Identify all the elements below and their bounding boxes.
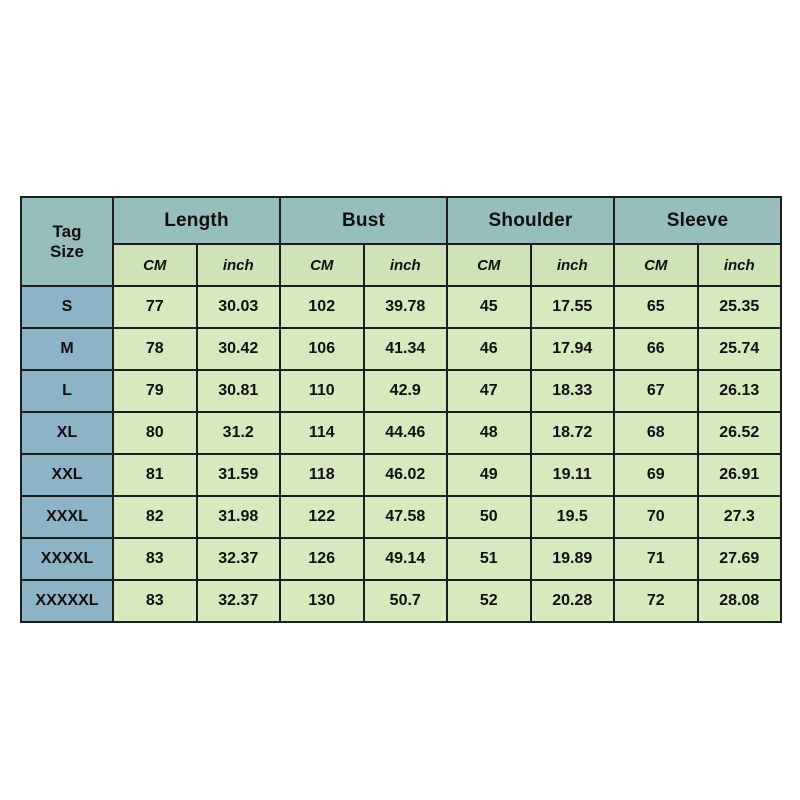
cell-length-inch: 30.42 — [197, 328, 281, 370]
cell-shoulder-inch: 19.11 — [531, 454, 615, 496]
table-row — [21, 580, 781, 622]
cell-sleeve-cm: 68 — [614, 412, 698, 454]
cell-bust-inch: 39.78 — [364, 286, 448, 328]
cell-sleeve-inch: 27.3 — [698, 496, 782, 538]
cell-bust-inch: 47.58 — [364, 496, 448, 538]
unit-header-sleeve-inch: inch — [698, 244, 782, 286]
cell-sleeve-inch: 26.13 — [698, 370, 782, 412]
cell-sleeve-inch: 26.52 — [698, 412, 782, 454]
unit-header-shoulder-cm: CM — [447, 244, 531, 286]
cell-bust-inch: 41.34 — [364, 328, 448, 370]
tag-size-corner-header — [21, 197, 113, 286]
table-row — [21, 496, 781, 538]
table-row — [21, 454, 781, 496]
cell-bust-inch: 42.9 — [364, 370, 448, 412]
cell-shoulder-cm: 52 — [447, 580, 531, 622]
cell-length-cm: 77 — [113, 286, 197, 328]
unit-header-bust-inch: inch — [364, 244, 448, 286]
cell-bust-inch: 49.14 — [364, 538, 448, 580]
size-label: S — [21, 286, 113, 328]
cell-bust-cm: 122 — [280, 496, 364, 538]
cell-sleeve-cm: 71 — [614, 538, 698, 580]
cell-sleeve-inch: 26.91 — [698, 454, 782, 496]
header-row-units — [21, 244, 781, 286]
cell-bust-cm: 106 — [280, 328, 364, 370]
cell-length-inch: 30.81 — [197, 370, 281, 412]
cell-length-inch: 30.03 — [197, 286, 281, 328]
size-chart-container — [20, 196, 780, 623]
header-row-groups — [21, 197, 781, 244]
cell-shoulder-inch: 20.28 — [531, 580, 615, 622]
cell-shoulder-inch: 17.94 — [531, 328, 615, 370]
size-label: XXXXL — [21, 538, 113, 580]
cell-sleeve-inch: 27.69 — [698, 538, 782, 580]
table-row — [21, 538, 781, 580]
table-row — [21, 370, 781, 412]
size-label: XXXXXL — [21, 580, 113, 622]
cell-bust-cm: 110 — [280, 370, 364, 412]
size-label: L — [21, 370, 113, 412]
unit-header-bust-cm: CM — [280, 244, 364, 286]
table-row — [21, 412, 781, 454]
cell-sleeve-inch: 25.74 — [698, 328, 782, 370]
size-label: XL — [21, 412, 113, 454]
cell-shoulder-cm: 46 — [447, 328, 531, 370]
cell-shoulder-cm: 50 — [447, 496, 531, 538]
group-header-length: Length — [113, 197, 280, 244]
unit-header-sleeve-cm: CM — [614, 244, 698, 286]
cell-shoulder-cm: 45 — [447, 286, 531, 328]
cell-length-inch: 32.37 — [197, 580, 281, 622]
unit-header-length-inch: inch — [197, 244, 281, 286]
cell-sleeve-inch: 28.08 — [698, 580, 782, 622]
size-label: XXL — [21, 454, 113, 496]
cell-shoulder-cm: 49 — [447, 454, 531, 496]
cell-bust-cm: 114 — [280, 412, 364, 454]
cell-length-cm: 82 — [113, 496, 197, 538]
cell-sleeve-inch: 25.35 — [698, 286, 782, 328]
tag-size-line1: Tag — [52, 221, 82, 241]
cell-bust-inch: 50.7 — [364, 580, 448, 622]
table-row — [21, 328, 781, 370]
cell-sleeve-cm: 70 — [614, 496, 698, 538]
cell-shoulder-cm: 47 — [447, 370, 531, 412]
cell-length-cm: 81 — [113, 454, 197, 496]
cell-shoulder-cm: 48 — [447, 412, 531, 454]
tag-size-line2: Size — [49, 241, 85, 261]
table-row — [21, 286, 781, 328]
table-body — [21, 286, 781, 622]
cell-bust-cm: 102 — [280, 286, 364, 328]
cell-length-cm: 79 — [113, 370, 197, 412]
cell-bust-cm: 130 — [280, 580, 364, 622]
cell-length-cm: 83 — [113, 580, 197, 622]
cell-bust-inch: 44.46 — [364, 412, 448, 454]
size-chart-table — [20, 196, 782, 623]
cell-shoulder-inch: 17.55 — [531, 286, 615, 328]
cell-sleeve-cm: 66 — [614, 328, 698, 370]
cell-shoulder-inch: 18.33 — [531, 370, 615, 412]
unit-header-length-cm: CM — [113, 244, 197, 286]
cell-sleeve-cm: 69 — [614, 454, 698, 496]
cell-shoulder-inch: 18.72 — [531, 412, 615, 454]
cell-bust-cm: 126 — [280, 538, 364, 580]
unit-header-shoulder-inch: inch — [531, 244, 615, 286]
cell-length-inch: 31.59 — [197, 454, 281, 496]
cell-shoulder-inch: 19.5 — [531, 496, 615, 538]
cell-bust-inch: 46.02 — [364, 454, 448, 496]
group-header-bust: Bust — [280, 197, 447, 244]
cell-sleeve-cm: 67 — [614, 370, 698, 412]
group-header-sleeve: Sleeve — [614, 197, 781, 244]
cell-bust-cm: 118 — [280, 454, 364, 496]
table-header — [21, 197, 781, 286]
cell-sleeve-cm: 72 — [614, 580, 698, 622]
cell-length-inch: 31.98 — [197, 496, 281, 538]
cell-length-cm: 78 — [113, 328, 197, 370]
cell-shoulder-cm: 51 — [447, 538, 531, 580]
cell-sleeve-cm: 65 — [614, 286, 698, 328]
group-header-shoulder: Shoulder — [447, 197, 614, 244]
size-label: XXXL — [21, 496, 113, 538]
cell-shoulder-inch: 19.89 — [531, 538, 615, 580]
cell-length-inch: 31.2 — [197, 412, 281, 454]
cell-length-cm: 83 — [113, 538, 197, 580]
cell-length-cm: 80 — [113, 412, 197, 454]
cell-length-inch: 32.37 — [197, 538, 281, 580]
size-label: M — [21, 328, 113, 370]
